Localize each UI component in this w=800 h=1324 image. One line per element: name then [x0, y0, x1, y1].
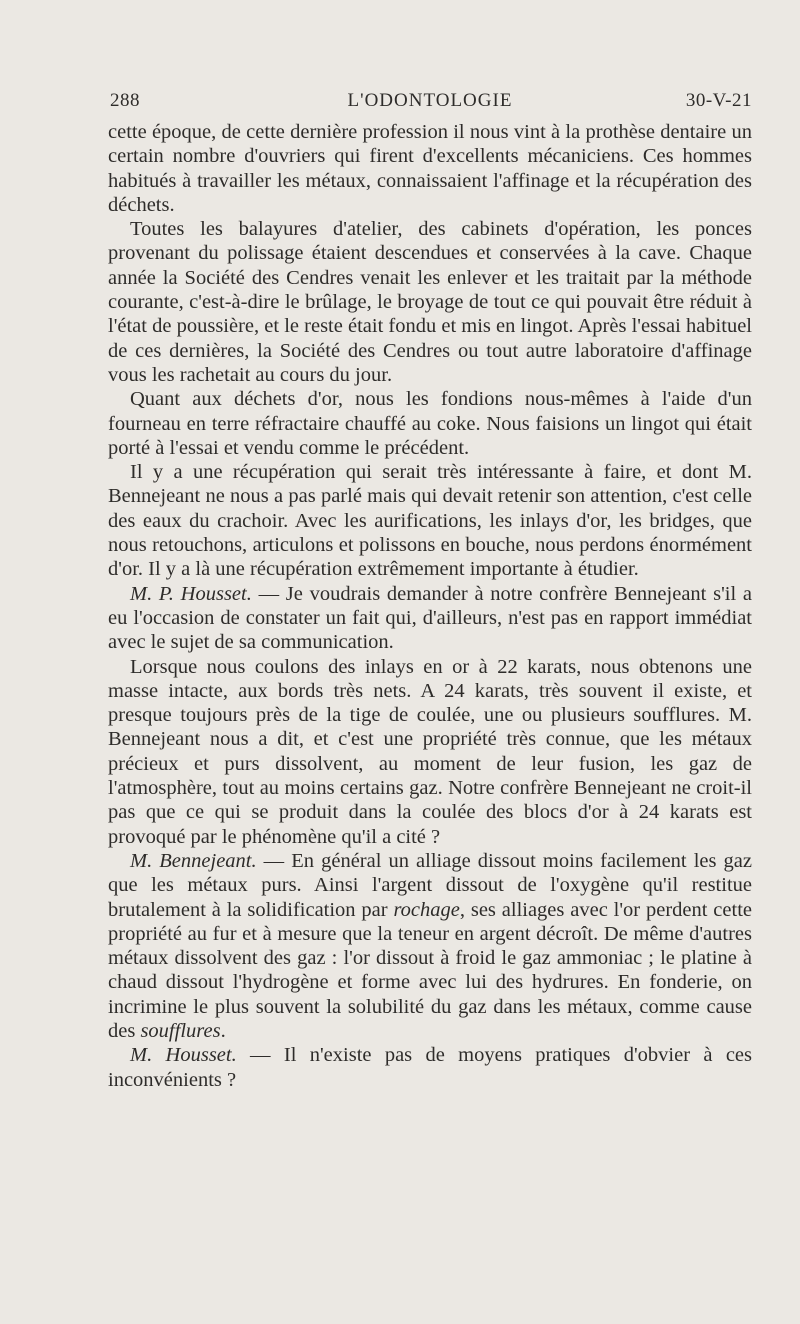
page-number: 288 — [110, 90, 140, 111]
speaker-name: M. Housset. — [130, 1044, 237, 1067]
italic-term: soufflures — [140, 1019, 221, 1042]
text-segment: Il y a une récupération qui serait très intéressante à faire, et dont M. Bennejeant ne nous a pas parlé mais qui devait retenir son attention, c'est celle des eaux du crachoir. Avec les aurifications, les inlays d'or, les bridges, que nous retouchons, articulons et polissons en bouche, nous perdons énormément d'or. Il y a là une récupération extrêmement importante à étudier. — [108, 461, 752, 581]
paragraph — [108, 1043, 752, 1092]
paragraph — [108, 217, 752, 387]
text-segment: Lorsque nous coulons des inlays en or à 22 karats, nous obtenons une masse intacte, aux bords très nets. A 24 karats, très souvent il existe, et presque toujours près de la tige de coulée, une ou plusieurs soufflures. M. Bennejeant nous a dit, et c'est une propriété très connue, que les métaux précieux et purs dissolvent, au moment de leur fusion, les gaz de l'atmosphère, tout au moins certains gaz. Notre confrère Bennejeant ne croit-il pas que ce qui se produit dans la coulée des blocs d'or à 24 karats est provoqué par le phénomène qu'il a cité ? — [108, 655, 752, 848]
text-segment: . — [220, 1019, 226, 1042]
text-segment: cette époque, de cette dernière profession il nous vint à la prothèse dentaire un certain nombre d'ouvriers qui firent d'excellents mécaniciens. Ces hommes habitués à travailler les métaux, connaissaient l'affinage et la récupération des déchets. — [108, 121, 752, 216]
body-text — [108, 120, 752, 1092]
paragraph — [108, 460, 752, 581]
paragraph — [108, 120, 752, 217]
italic-term: rochage — [393, 898, 460, 921]
text-segment: — En général un alliage dissout moins facilement les gaz que les métaux purs. Ainsi l'argent dissout de l'oxygène qu'il restitue brutalement à la solidification par — [108, 849, 752, 921]
speaker-name: M. Bennejeant. — [130, 849, 257, 872]
text-segment: — Il n'existe pas de moyens pratiques d'obvier à ces inconvénients ? — [108, 1044, 752, 1091]
text-segment: Quant aux déchets d'or, nous les fondions nous-mêmes à l'aide d'un fourneau en terre réfractaire chauffé au coke. Nous faisions un lingot qui était porté à l'essai et vendu comme le précédent. — [108, 388, 752, 459]
paragraph — [108, 582, 752, 655]
journal-title: L'ODONTOLOGIE — [347, 90, 513, 111]
issue-date: 30-V-21 — [685, 90, 752, 111]
paragraph — [108, 655, 752, 849]
paragraph — [108, 387, 752, 460]
text-segment: Toutes les balayures d'atelier, des cabinets d'opération, les ponces provenant du polissage étaient descendues et conservées à la cave. Chaque année la Société des Cendres venait les enlever et les traitait par la méthode courante, c'est-à-dire le brûlage, le broyage de tout ce qui pouvait être réduit à l'état de poussière, et le reste était fondu et mis en lingot. Après l'essai habituel de ces dernières, la Société des Cendres ou tout autre laboratoire d'affinage vous les rachetait au cours du jour. — [108, 218, 752, 386]
speaker-name: M. P. Housset. — [130, 582, 252, 605]
document-page — [108, 90, 752, 1092]
text-segment: , ses alliages avec l'or perdent cette propriété au fur et à mesure que la teneur en argent décroît. De même d'autres métaux dissolvent des gaz : l'or dissout à froid le gaz ammoniac ; le platine à chaud dissout l'hydrogène et forme avec lui des hydrures. En fonderie, on incrimine le plus souvent la solubilité du gaz dans les métaux, comme cause des — [108, 898, 752, 1042]
text-segment: — Je voudrais demander à notre confrère Bennejeant s'il a eu l'occasion de constater un fait qui, d'ailleurs, n'est pas en rapport immédiat avec le sujet de sa communication. — [108, 582, 752, 654]
paragraph — [108, 849, 752, 1043]
running-header — [108, 90, 752, 120]
